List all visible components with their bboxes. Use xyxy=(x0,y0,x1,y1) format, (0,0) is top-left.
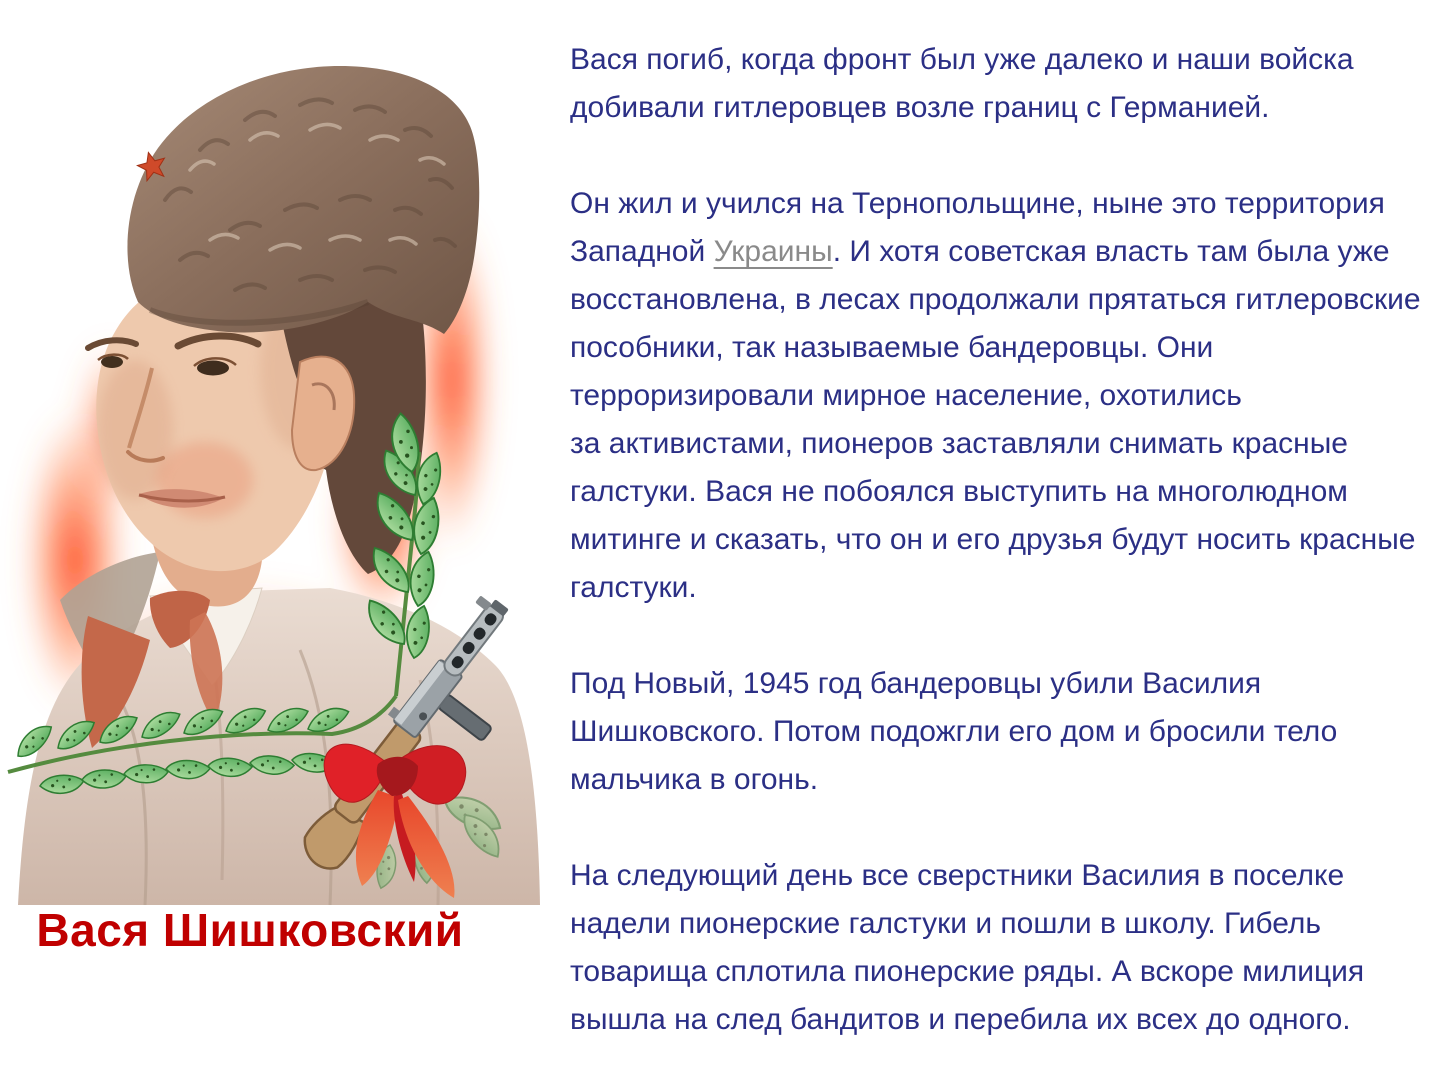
text-run: галстуки. xyxy=(570,571,697,604)
portrait-drawing xyxy=(0,0,550,905)
text-line xyxy=(570,852,1430,900)
text-run: восстановлена, в лесах продолжали прятаться гитлеровские xyxy=(570,283,1421,316)
fur-hat xyxy=(127,66,479,334)
text-line xyxy=(570,84,1430,132)
text-run: товарища сплотила пионерские ряды. А вскоре милиция xyxy=(570,955,1365,988)
text-run: Западной xyxy=(570,235,714,268)
text-run: мальчика в огонь. xyxy=(570,763,819,796)
text-line xyxy=(570,996,1430,1044)
text-run: Под Новый, 1945 год бандеровцы убили Василия xyxy=(570,667,1262,700)
text-run: терроризировали мирное население, охотились xyxy=(570,379,1242,412)
text-run: пособники, так называемые бандеровцы. Они xyxy=(570,331,1214,364)
text-run: вышла на след бандитов и перебила их всех до одного. xyxy=(570,1003,1351,1036)
text-run: добивали гитлеровцев возле границ с Германией. xyxy=(570,91,1270,124)
text-run: Шишковского. Потом подожгли его дом и бросили тело xyxy=(570,715,1338,748)
text-line xyxy=(570,900,1430,948)
paragraph xyxy=(570,180,1430,612)
text-run: митинге и сказать, что он и его друзья будут носить красные xyxy=(570,523,1416,556)
text-line xyxy=(570,420,1430,468)
eye-right xyxy=(197,361,229,376)
text-line xyxy=(570,516,1430,564)
paragraph xyxy=(570,660,1430,804)
text-run: Он жил и учился на Тернопольщине, ныне это территория xyxy=(570,187,1385,220)
text-line xyxy=(570,948,1430,996)
eye-left xyxy=(101,356,123,368)
text-line xyxy=(570,564,1430,612)
portrait-caption: Вася Шишковский xyxy=(36,904,464,956)
hyperlink-ukrainy[interactable]: Украины xyxy=(713,235,833,268)
text-run: Вася погиб, когда фронт был уже далеко и наши войска xyxy=(570,43,1354,76)
text-line xyxy=(570,36,1430,84)
text-run: На следующий день все сверстники Василия в поселке xyxy=(570,859,1345,892)
paragraph xyxy=(570,36,1430,132)
text-line xyxy=(570,276,1430,324)
portrait-illustration xyxy=(0,0,550,905)
text-run: галстуки. Вася не побоялся выступить на многолюдном xyxy=(570,475,1348,508)
text-run: надели пионерские галстуки и пошли в школу. Гибель xyxy=(570,907,1322,940)
text-run: . И хотя советская власть там была уже xyxy=(832,235,1390,268)
paragraph xyxy=(570,852,1430,1044)
text-line xyxy=(570,324,1430,372)
text-line xyxy=(570,372,1430,420)
text-line xyxy=(570,756,1430,804)
article-text xyxy=(570,36,1430,1044)
text-line xyxy=(570,708,1430,756)
text-line xyxy=(570,468,1430,516)
text-line xyxy=(570,180,1430,228)
text-line xyxy=(570,660,1430,708)
text-line xyxy=(570,228,1430,276)
text-run: за активистами, пионеров заставляли снимать красные xyxy=(570,427,1348,460)
